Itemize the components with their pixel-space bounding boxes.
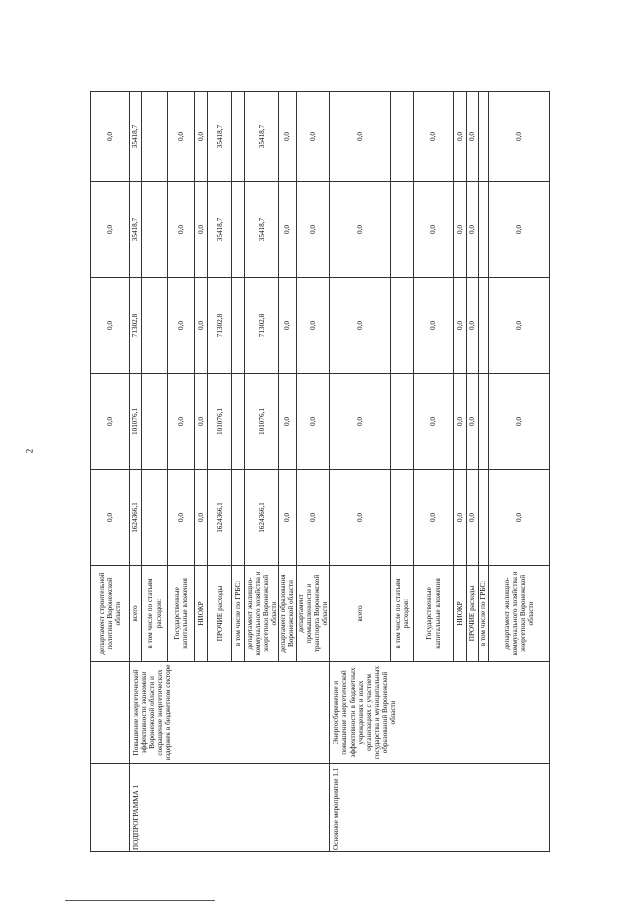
value-cell: 0,0 <box>91 92 130 182</box>
value-cell <box>391 470 413 566</box>
value-cell: 101076,1 <box>129 374 141 470</box>
label-cell: департамент образования Воронежской области <box>279 566 296 662</box>
label-cell: Государственные капитальные вложения <box>168 566 194 662</box>
value-cell: 0,0 <box>454 278 466 374</box>
value-cell <box>232 374 245 470</box>
label-cell: в том числе по ГРБС: <box>478 566 488 662</box>
label-cell: департамент жилищно-коммунального хозяйства и энергетики Воронежской области <box>245 566 279 662</box>
value-cell: 0,0 <box>279 278 296 374</box>
value-cell: 101076,1 <box>245 374 279 470</box>
value-cell: 35418,7 <box>245 182 279 278</box>
value-cell <box>141 92 167 182</box>
value-cell: 0,0 <box>296 374 330 470</box>
value-cell <box>478 182 488 278</box>
budget-table <box>90 91 550 852</box>
value-cell: 0,0 <box>279 92 296 182</box>
value-cell <box>232 278 245 374</box>
value-cell: 35418,7 <box>207 92 231 182</box>
value-cell <box>391 374 413 470</box>
footnote-line <box>65 900 215 901</box>
value-cell <box>232 182 245 278</box>
value-cell: 0,0 <box>466 470 478 566</box>
value-cell: 0,0 <box>413 92 454 182</box>
table-body <box>91 92 550 852</box>
label-cell: департамент жилищно-коммунального хозяйства и энергетики Воронежской области <box>488 566 549 662</box>
value-cell: 0,0 <box>296 92 330 182</box>
status-cell-empty <box>91 764 130 852</box>
value-cell <box>391 92 413 182</box>
value-cell: 0,0 <box>466 182 478 278</box>
label-cell: всего <box>129 566 141 662</box>
value-cell: 0,0 <box>466 374 478 470</box>
value-cell: 0,0 <box>168 470 194 566</box>
value-cell: 71302,8 <box>207 278 231 374</box>
value-cell <box>141 278 167 374</box>
value-cell: 0,0 <box>194 470 207 566</box>
table-row <box>91 92 130 852</box>
value-cell: 0,0 <box>330 278 391 374</box>
value-cell <box>478 374 488 470</box>
value-cell: 71302,8 <box>129 278 141 374</box>
title-cell-empty <box>91 662 130 764</box>
value-cell: 0,0 <box>168 278 194 374</box>
value-cell: 35418,7 <box>207 182 231 278</box>
value-cell: 101076,1 <box>207 374 231 470</box>
title-cell: Повышение энергетической эффективности экономики Воронежской области и сокращение энергетических издержек в бюджетном секторе <box>129 662 330 764</box>
label-cell: всего <box>330 566 391 662</box>
value-cell: 0,0 <box>488 92 549 182</box>
value-cell: 0,0 <box>296 278 330 374</box>
label-cell: ПРОЧИЕ расходы <box>466 566 478 662</box>
value-cell: 0,0 <box>454 182 466 278</box>
status-cell: ПОДПРОГРАММА 1 <box>129 764 330 852</box>
value-cell: 0,0 <box>454 374 466 470</box>
value-cell: 0,0 <box>168 374 194 470</box>
value-cell: 0,0 <box>488 470 549 566</box>
value-cell <box>391 278 413 374</box>
label-cell: в том числе по статьям расходов: <box>391 566 413 662</box>
value-cell <box>232 470 245 566</box>
value-cell <box>478 278 488 374</box>
value-cell: 0,0 <box>413 374 454 470</box>
page-number: 2 <box>24 448 35 454</box>
label-cell: в том числе по статьям расходов: <box>141 566 167 662</box>
label-cell: департамент строительной политики Воронежской области <box>91 566 130 662</box>
value-cell: 0,0 <box>454 470 466 566</box>
value-cell: 0,0 <box>488 374 549 470</box>
label-cell: Государственные капитальные вложения <box>413 566 454 662</box>
value-cell: 0,0 <box>194 92 207 182</box>
table-row <box>330 92 391 852</box>
value-cell: 0,0 <box>296 182 330 278</box>
value-cell: 0,0 <box>466 278 478 374</box>
value-cell <box>141 470 167 566</box>
value-cell <box>232 92 245 182</box>
value-cell: 0,0 <box>279 182 296 278</box>
rotated-page <box>90 92 550 852</box>
title-cell: Энергосбережение и повышение энергетической эффективности в бюджетных учреждениях и иных организациях с участием государства и муниципальных образований Воронежской области <box>330 662 550 764</box>
value-cell: 0,0 <box>194 374 207 470</box>
value-cell: 35418,7 <box>129 182 141 278</box>
value-cell: 0,0 <box>168 182 194 278</box>
value-cell: 0,0 <box>91 374 130 470</box>
value-cell <box>478 92 488 182</box>
value-cell: 0,0 <box>413 278 454 374</box>
table-row <box>129 92 141 852</box>
label-cell: департамент промышленности и транспорта Воронежской области <box>296 566 330 662</box>
value-cell: 1624366,1 <box>245 470 279 566</box>
value-cell: 0,0 <box>413 182 454 278</box>
label-cell: в том числе по ГРБС: <box>232 566 245 662</box>
value-cell: 0,0 <box>194 182 207 278</box>
value-cell: 71302,8 <box>245 278 279 374</box>
value-cell: 0,0 <box>91 278 130 374</box>
value-cell: 0,0 <box>488 182 549 278</box>
value-cell: 0,0 <box>330 182 391 278</box>
value-cell: 0,0 <box>194 278 207 374</box>
value-cell: 0,0 <box>296 470 330 566</box>
value-cell: 0,0 <box>488 278 549 374</box>
status-cell: Основное мероприятие 1.1 <box>330 764 550 852</box>
value-cell: 1624366,1 <box>129 470 141 566</box>
value-cell <box>141 182 167 278</box>
value-cell: 0,0 <box>91 182 130 278</box>
value-cell: 0,0 <box>330 92 391 182</box>
value-cell: 0,0 <box>330 470 391 566</box>
value-cell: 0,0 <box>91 470 130 566</box>
label-cell: ПРОЧИЕ расходы <box>207 566 231 662</box>
value-cell: 0,0 <box>466 92 478 182</box>
value-cell: 0,0 <box>330 374 391 470</box>
value-cell <box>141 374 167 470</box>
value-cell: 1624366,1 <box>207 470 231 566</box>
value-cell: 35418,7 <box>129 92 141 182</box>
value-cell: 0,0 <box>454 92 466 182</box>
value-cell <box>391 182 413 278</box>
label-cell: НИОКР <box>194 566 207 662</box>
label-cell: НИОКР <box>454 566 466 662</box>
value-cell: 0,0 <box>279 470 296 566</box>
value-cell: 0,0 <box>413 470 454 566</box>
value-cell: 35418,7 <box>245 92 279 182</box>
value-cell: 0,0 <box>168 92 194 182</box>
value-cell <box>478 470 488 566</box>
value-cell: 0,0 <box>279 374 296 470</box>
